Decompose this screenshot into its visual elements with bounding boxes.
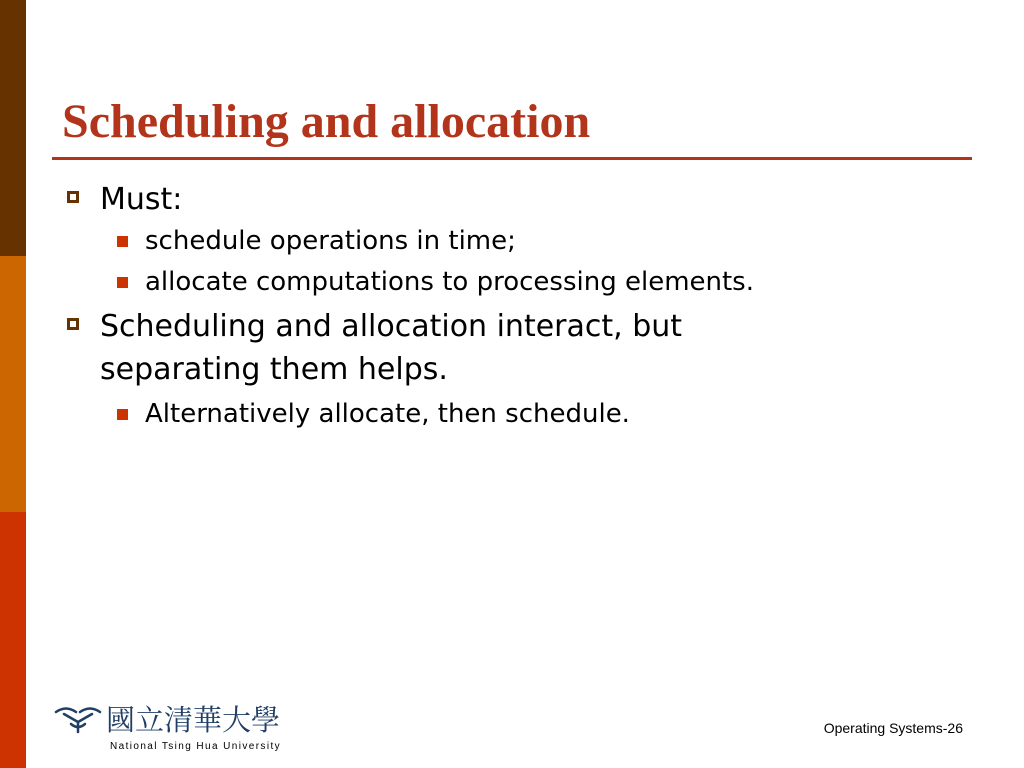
subbullet-text: allocate computations to processing elements. [145,267,754,297]
subbullet-item [145,396,630,432]
bullet-text-line1: Scheduling and allocation interact, but [100,309,683,344]
bullet-text: Must: [100,182,183,217]
bullet-item-interaction-continued [100,349,448,390]
square-bullet-icon [117,236,128,247]
logo-chinese-name: 國立清華大學 [106,703,281,737]
footer-page-label: Operating Systems-26 [823,720,963,736]
box-bullet-icon [67,318,79,330]
square-bullet-icon [117,409,128,420]
logo-english-name: National Tsing Hua University [110,741,282,752]
slide-title: Scheduling and allocation [62,95,591,148]
bullet-text-line2: separating them helps. [100,352,448,387]
box-bullet-icon [67,191,79,203]
subbullet-text: Alternatively allocate, then schedule. [145,399,630,429]
square-bullet-icon [117,277,128,288]
university-logo [54,700,314,752]
bullet-item-must [100,179,182,220]
subbullet-text: schedule operations in time; [145,226,516,256]
subbullet-item [145,223,516,259]
bullet-item-interaction [100,306,682,347]
university-emblem-icon [56,709,100,733]
subbullet-item [145,264,754,300]
